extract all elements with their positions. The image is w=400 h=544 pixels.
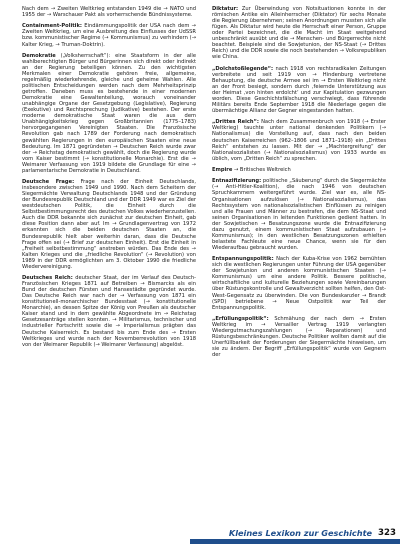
entry-term: Deutsches Reich: xyxy=(22,275,73,282)
page-number: 323 xyxy=(378,527,396,538)
entry xyxy=(22,275,196,348)
footer-accent-bar xyxy=(190,539,400,544)
entry-text: Nach der Kuba-Krise von 1962 bemühten sich die westlichen Regierungen unter Führung der USA gegenüber der Sowjetunion und anderen kommunistischen Staaten (→ Kommunismus) um eine andere Politik. Bessere politische, wirtschaftliche und kulturelle Beziehungen sowie Vereinbarungen über Rüstungskontrolle und Gewaltverzicht sollten helfen, den Ost-West-Gegensatz zu überwinden. Die von Bundeskanzler → Brandt (SPD) betriebene → Neue Ostpolitik war Teil der Entspannungspolitik. xyxy=(212,256,386,311)
page-body xyxy=(22,6,386,528)
entry-term: Empire xyxy=(212,167,233,174)
left-column xyxy=(22,6,196,528)
entry xyxy=(212,178,386,251)
entry xyxy=(212,6,386,60)
entry-term: Demokratie xyxy=(22,52,56,59)
entry xyxy=(212,66,386,114)
page-footer xyxy=(190,527,396,538)
entry xyxy=(212,119,386,161)
entry-text: deutscher Staat, der im Verlauf des Deutsch-Französischen Krieges 1871 auf Betreiben → Bismarcks als ein Bund der deutschen Fürsten und Hansestädte gegründet wurde. Das Deutsche Reich war nach der → Verfassung von 1871 ein konstitutionell-monarchischer Bundesstaat (→ konstitutionelle Monarchie), an dessen Spitze der König von Preußen als deutscher Kaiser stand und in dem gewählte Abgeordnete im → Reichstag Gesetzesanträge stellen konnten. → Militarismus, technischer und industrieller Fortschritt sowie die → Imperialismus prägten das Deutsche Kaiserreich. Es bestand bis zum Ende des → Ersten Weltkrieges und wurde nach der Novemberrevolution von 1918 von der Weimarer Republik (→ Weimarer Verfassung) abgelöst. xyxy=(22,275,196,348)
right-column xyxy=(212,6,386,528)
entry-term: Entspannungspolitik: xyxy=(212,256,274,263)
entry-term: „Erfüllungspolitik“: xyxy=(212,315,269,322)
entry-term: Diktatur: xyxy=(212,6,239,12)
entry-text: nach 1918 von rechtsradikalen Zeitungen verbreitete und seit 1919 von → Hindenburg vertretene Behauptung, die deutsche Armee sei im → Ersten Weltkrieg nicht an der Front besiegt, sondern durch ‚feiernde Unterstützung aus der Heimat ‚von hinten erdolcht‘ und zur Kapitulation gezwungen worden. Diese Geschichtsfälschung verschwiegt, dass führende Militärs bereits Ende September 1918 die Niederlage gegen die übermächtige Allianz der Gegner eingestanden hatten. xyxy=(212,65,386,115)
entry-text: Eindämmungspolitik der USA nach dem → Zweiten Weltkrieg, um eine Ausbreitung des Einflusses der UdSSR bzw. kommunistischer Regime (→ Kommunismus) zu verhindern (→ Kalter Krieg, → Truman-Doktrin). xyxy=(22,23,196,48)
running-title: Kleines Lexikon zur Geschichte xyxy=(228,527,373,538)
entry xyxy=(22,179,196,270)
entry-text: („Volksherrschaft“): eine Staatsform in der alle wahlberechtigten Bürger und Bürgerinnen sich direkt oder indirekt an der Regierung beteiligen können. Zu den wichtigsten Merkmalen einer Demokratie gehören freie, allgemeine, regelmäßig wiederkehrende, gleiche und geheime Wahlen. Alle politischen Entscheidungen werden nach dem Mehrheitsprinzip getroffen. Daneben muss es bestehende in einer modernen Demokratie eine Gewaltenteilung, worauch voneinander unabhängige Organe der Gesetzgebung (Legislative), Regierung (Exekutive) und Rechtsprechung (Judikative) bestehen. Der erste moderne demokratische Staat waren die aus dem Unabhängigkeitskrieg gegen Großbritannien (1775–1783) hervorgegangenen Vereinigten Staaten. Die Französische Revolution gab nach 1789 der Forderung nach demokratisch gewählten Regierungen in den europäischen Staaten eine neue Bedeutung. Im 1871 gegründeten → Deutschen Reich wurde zwar der → Reichstag demokratisch gewählt, doch die Regierung wurde vom Kaiser bestimmt (→ konstitutionelle Monarchie). Erst die → Weimarer Verfassung von 1919 bildete die Grundlage für eine → parlamentarische Demokratie in Deutschland. xyxy=(22,52,196,174)
entry xyxy=(22,53,196,174)
entry-term: Deutsche Frage: xyxy=(22,179,75,186)
entry-text: politische „Säuberung“ durch die Siegermächte (→ Anti-Hitler-Koalition), die nach 1946 von deutschen Spruchkammern weitergeführt wurde. Ziel war es, alle NS-Organisationen aufzulösen (→ Nationalsozialismus), das Rechtssystem von nationalsozialistischen Einflüssen zu reinigen und alle Frauen und Männer zu bestrafen, die dem NS-Staat und seinen Organisationen in leitenden Funktionen gedient hatten. In der Sowjetischen → Besatzungszone wurde die Entnazifizierung dazu genutzt, einem kommunistischen Staat aufzubauen (→ Kommunismus); in den westlichen Besatzungszonen erhielten belastete Fachleute eine neue Chance, wenn sie für den Wiederaufbau gebraucht wurden. xyxy=(212,178,387,251)
entry xyxy=(212,256,386,310)
entry-term: „Dolchstoßlegende“: xyxy=(212,65,274,72)
entry-text: Nach dem Zusammenbruch von 1918 (→ Erster Weltkrieg) tauchte unter national denkenden Politikern (→ Nationalismus) die Vorstellung auf, dass nach den beiden deutschen Kaiserreichen (962–1806 und 1871–1918) ein „Drittes Reich“ entstehen zu lassen. Mit der → „Machtergreifung“ der Nationalsozialisten (→ Nationalsozialismus) von 1933 wurde es üblich, vom „Dritten Reich“ zu sprechen. xyxy=(212,119,386,162)
entry xyxy=(22,23,196,47)
entry-text: → Britisches Weltreich xyxy=(233,167,291,174)
entry-text: Frage nach der Einheit Deutschlands, insbesondere zwischen 1949 und 1990. Nach dem Scheitern der Siegermächte Verwaltung Deutschlands 1948 und der Gründung der Bundesrepublik Deutschland und der DDR 1949 war es Ziel der westdeutschen Politik, die Einheit durch die Selbstbestimmungsrecht des deutschen Volkes wiederherzustellen. Auch die DDR bekannte sich zunächst zur deutschen Einheit, gab diese Position dann aber auf. Im → Grundlagenvertrag von 1972 erkannten sich die beiden deutschen Staaten an, die Bundesrepublik hielt aber weiterhin daran, dass die Deutsche Frage offen sei (→ Brief zur deutschen Einheit). Erst die Einheit in „Freiheit selbstbestimmung“ anstreben würden. Das Ende des → Kalten Krieges und die „friedliche Revolution“ (→ Revolution) von 1989 in der DDR ermöglichten am 3. Oktober 1990 die friedliche Wiedervereinigung. xyxy=(22,179,196,270)
entry-text: Nach dem → Zweiten Weltkrieg entstanden 1949 die → NATO und 1955 der → Warschauer Pakt als vorherrschende Bündnissysteme. xyxy=(22,6,196,19)
entry xyxy=(212,316,386,358)
entry-term: „Drittes Reich“: xyxy=(212,119,259,126)
entry xyxy=(22,6,196,18)
entry xyxy=(212,167,386,173)
entry-text: Schmähung der nach dem → Ersten Weltkrieg im → Versailler Vertrag 1919 verlangten Wiedergutmachungszahlungen (→ Reparationen) und Rüstungsbeschränkungen. Deutsche Politiker wollten damit auf die Unerfüllbarkeit der Forderungen der Siegermächte hinweisen, um sie zu ändern. Der Begriff „Erfüllungspolitik“ wurde von Gegnern der xyxy=(212,315,387,359)
entry-text: Zur Überwindung von Notsituationen konnte in der römischen Antike ein Alleinherrscher (Diktator) für sechs Monate die Regierung übernehmen; seinen Anordnungen mussten sich alle fügen. Als Diktatur wird heute die Herrschaft einer Person, Gruppe oder Partei bezeichnet, die die Macht im Staat weitgehend unbeschränkt ausübt und die → Menschen- und Bürgerrechte nicht beachtet. Beispiele sind die Sowjetunion, der NS-Staat (→ Drittes Reich) und die DDR sowie die noch bestehenden → Volksrepubliken wie China. xyxy=(212,6,386,61)
entry-term: Containment-Politik: xyxy=(22,23,82,30)
entry-term: Entnazifizierung: xyxy=(212,178,262,185)
